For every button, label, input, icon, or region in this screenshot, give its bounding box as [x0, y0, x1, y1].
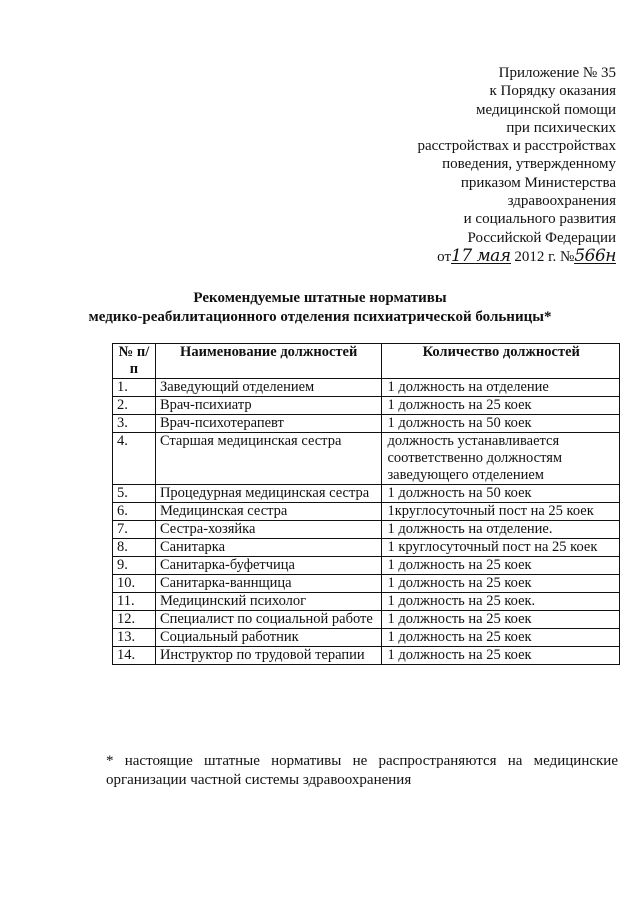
cell-num: 5.	[113, 485, 156, 503]
cell-qty: 1круглосуточный пост на 25 коек	[382, 503, 620, 521]
cell-name: Инструктор по трудовой терапии	[155, 647, 382, 665]
cell-qty: 1 должность на 25 коек	[382, 611, 620, 629]
cell-name: Врач-психиатр	[155, 397, 382, 415]
table-row	[113, 433, 620, 485]
cell-name: Медицинский психолог	[155, 593, 382, 611]
appendix-line: приказом Министерства	[460, 174, 616, 191]
table-row	[113, 397, 620, 415]
title-line-2: медико-реабилитационного отделения психиатрической больницы*	[88, 309, 552, 325]
cell-num: 14.	[113, 647, 156, 665]
table-row	[113, 557, 620, 575]
appendix-line: Приложение № 35	[498, 65, 616, 81]
cell-qty: 1 должность на отделение.	[382, 521, 620, 539]
table-row	[113, 593, 620, 611]
cell-num: 2.	[113, 397, 156, 415]
staffing-table	[112, 343, 620, 665]
appendix-line: медицинской помощи	[476, 101, 616, 118]
appendix-header	[336, 64, 616, 266]
cell-qty: 1 должность на 25 коек	[382, 647, 620, 665]
appendix-line: поведения, утвержденному	[442, 156, 616, 173]
cell-qty: должность устанавливается соответственно должностям заведующего отделением	[382, 433, 620, 485]
cell-qty: 1 должность на 25 коек	[382, 397, 620, 415]
order-date-line	[336, 245, 616, 266]
cell-num: 9.	[113, 557, 156, 575]
cell-num: 11.	[113, 593, 156, 611]
table-row	[113, 629, 620, 647]
appendix-line: здравоохранения	[507, 193, 616, 210]
cell-qty: 1 должность на 50 коек	[382, 415, 620, 433]
cell-num: 4.	[113, 433, 156, 485]
table-row	[113, 415, 620, 433]
cell-qty: 1 должность на 50 коек	[382, 485, 620, 503]
handwritten-order-number: 566н	[574, 245, 616, 266]
handwritten-date: 17 мая	[451, 245, 511, 266]
cell-name: Социальный работник	[155, 629, 382, 647]
table-row	[113, 485, 620, 503]
table-row	[113, 379, 620, 397]
header-name: Наименование должностей	[155, 344, 382, 379]
document-title	[0, 289, 640, 327]
table-row	[113, 647, 620, 665]
cell-name: Старшая медицинская сестра	[155, 433, 382, 485]
table-row	[113, 575, 620, 593]
appendix-line: Российской Федерации	[467, 229, 616, 246]
table-row	[113, 539, 620, 557]
cell-num: 12.	[113, 611, 156, 629]
cell-num: 13.	[113, 629, 156, 647]
appendix-line: при психических	[506, 119, 616, 136]
footnote: * настоящие штатные нормативы не распространяются на медицинские организации частной системы здравоохранения	[106, 753, 618, 788]
cell-qty: 1 должность на 25 коек	[382, 629, 620, 647]
cell-name: Специалист по социальной работе	[155, 611, 382, 629]
cell-name: Санитарка-ваннщица	[155, 575, 382, 593]
appendix-line: к Порядку оказания	[489, 83, 616, 100]
cell-num: 8.	[113, 539, 156, 557]
appendix-line: расстройствах и расстройствах	[417, 138, 616, 155]
cell-num: 1.	[113, 379, 156, 397]
date-prefix: от	[437, 248, 452, 265]
date-year: 2012 г. №	[514, 248, 575, 265]
cell-qty: 1 должность на 25 коек	[382, 557, 620, 575]
header-num: № п/п	[113, 344, 156, 379]
cell-num: 6.	[113, 503, 156, 521]
appendix-line: и социального развития	[463, 211, 616, 228]
cell-name: Врач-психотерапевт	[155, 415, 382, 433]
table-header-row	[113, 344, 620, 379]
cell-name: Санитарка-буфетчица	[155, 557, 382, 575]
cell-qty: 1 должность на отделение	[382, 379, 620, 397]
cell-name: Медицинская сестра	[155, 503, 382, 521]
cell-qty: 1 круглосуточный пост на 25 коек	[382, 539, 620, 557]
cell-qty: 1 должность на 25 коек	[382, 575, 620, 593]
table-row	[113, 503, 620, 521]
cell-name: Санитарка	[155, 539, 382, 557]
cell-name: Процедурная медицинская сестра	[155, 485, 382, 503]
header-qty: Количество должностей	[382, 344, 620, 379]
cell-qty: 1 должность на 25 коек.	[382, 593, 620, 611]
cell-num: 10.	[113, 575, 156, 593]
table-row	[113, 521, 620, 539]
table-row	[113, 611, 620, 629]
cell-name: Сестра-хозяйка	[155, 521, 382, 539]
cell-num: 3.	[113, 415, 156, 433]
cell-num: 7.	[113, 521, 156, 539]
cell-name: Заведующий отделением	[155, 379, 382, 397]
title-line-1: Рекомендуемые штатные нормативы	[193, 290, 447, 306]
